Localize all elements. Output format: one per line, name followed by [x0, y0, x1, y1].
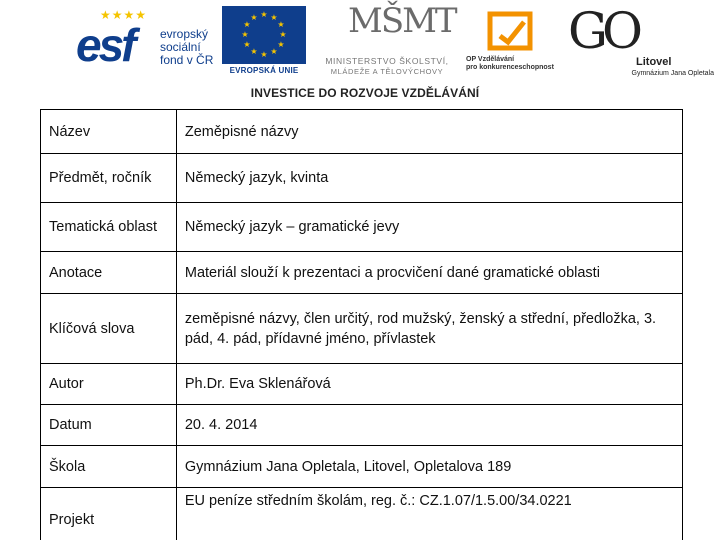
table-row [41, 252, 683, 294]
row-value: Materiál slouží k prezentaci a procvičení dané gramatické oblasti [176, 252, 682, 294]
svg-text:★: ★ [260, 10, 268, 19]
op-text-line2: pro konkurenceschopnost [466, 64, 554, 71]
row-value: Německý jazyk, kvinta [176, 154, 682, 203]
table-row [41, 405, 683, 446]
row-key: Tematická oblast [41, 203, 177, 252]
op-text [464, 56, 560, 72]
eu-flag-icon [222, 6, 306, 64]
go-logo [564, 2, 714, 80]
svg-text:★: ★ [241, 30, 249, 39]
row-key: Název [41, 110, 177, 154]
esf-stars-icon: ★★★★ [100, 8, 148, 22]
op-text-line1: OP Vzdělávání [466, 56, 515, 63]
esf-text-line2: sociální [160, 40, 201, 54]
svg-text:★: ★ [243, 20, 251, 29]
table-row [41, 110, 683, 154]
row-key: Škola [41, 446, 177, 488]
row-value: Ph.Dr. Eva Sklenářová [176, 364, 682, 405]
go-name: Litovel [636, 56, 672, 68]
row-key: Předmět, ročník [41, 154, 177, 203]
row-value: Gymnázium Jana Opletala, Litovel, Opletalova 189 [176, 446, 682, 488]
banner-text: INVESTICE DO ROZVOJE VZDĚLÁVÁNÍ [250, 86, 480, 100]
esf-logo [70, 6, 215, 80]
row-value: Německý jazyk – gramatické jevy [176, 203, 682, 252]
go-mark: GO [568, 2, 637, 60]
go-sub: Gymnázium Jana Opletala [631, 70, 714, 77]
svg-text:★: ★ [260, 50, 268, 59]
svg-text:★: ★ [270, 47, 278, 56]
row-key: Autor [41, 364, 177, 405]
table-row [41, 294, 683, 364]
table-row [41, 154, 683, 203]
esf-mark [70, 6, 156, 80]
svg-text:★: ★ [243, 40, 251, 49]
msmt-text-line2: MLÁDEŽE A TĚLOVÝCHOVY [330, 67, 444, 76]
table-row [41, 488, 683, 540]
eu-label: EVROPSKÁ UNIE [229, 66, 299, 75]
row-value: Zeměpisné názvy [176, 110, 682, 154]
esf-text-line3: fond v ČR [160, 53, 214, 67]
svg-text:★: ★ [277, 20, 285, 29]
table-row [41, 364, 683, 405]
svg-text:★: ★ [250, 47, 258, 56]
op-logo [464, 10, 560, 80]
logo-bar [0, 0, 720, 108]
table-row [41, 446, 683, 488]
svg-text:★: ★ [270, 13, 278, 22]
msmt-text-line1: MINISTERSTVO ŠKOLSTVÍ, [325, 56, 449, 66]
table-row [41, 203, 683, 252]
row-value: zeměpisné názvy, člen určitý, rod mužský, ženský a střední, předložka, 3. pád, 4. pád, přídavné jméno, přívlastek [176, 294, 682, 364]
esf-letters: esf [76, 19, 134, 71]
esf-text [160, 28, 213, 67]
svg-text:★: ★ [277, 40, 285, 49]
row-key: Projekt [41, 488, 177, 540]
info-table [40, 109, 683, 540]
msmt-logo [312, 1, 462, 78]
esf-text-line1: evropský [160, 27, 209, 41]
row-key: Klíčová slova [41, 294, 177, 364]
row-key: Datum [41, 405, 177, 446]
row-key: Anotace [41, 252, 177, 294]
svg-text:★: ★ [279, 30, 287, 39]
row-value: 20. 4. 2014 [176, 405, 682, 446]
row-value: EU peníze středním školám, reg. č.: CZ.1.07/1.5.00/34.0221 [176, 488, 682, 540]
msmt-mark: MŠMT [348, 1, 456, 41]
op-mark-icon [486, 10, 538, 54]
svg-text:★: ★ [250, 13, 258, 22]
eu-logo [222, 6, 306, 76]
